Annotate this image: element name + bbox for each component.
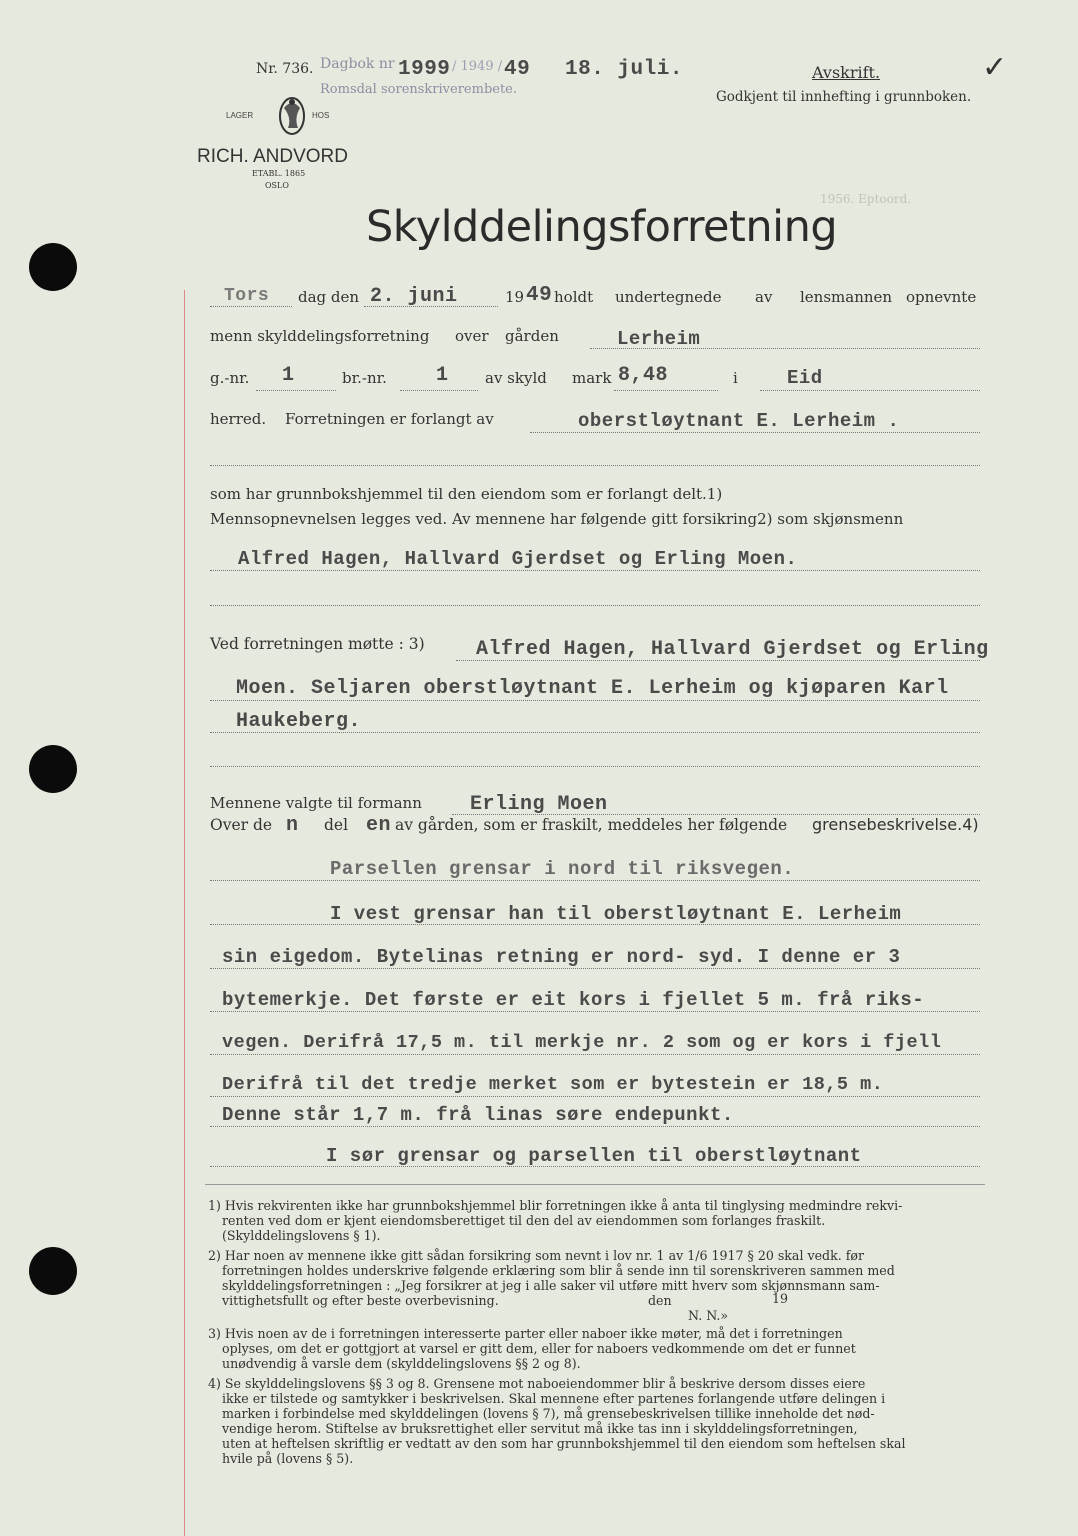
formann-value: Erling Moen (470, 793, 608, 816)
footnote-2-19: 19 (772, 1291, 789, 1306)
mote-line-1: Alfred Hagen, Hallvard Gjerdset og Erling (476, 638, 989, 661)
brnr-label: br.-nr. (342, 369, 387, 387)
opnevnte-label: opnevnte (906, 288, 977, 306)
over-de-n: n (286, 814, 299, 837)
stamp-label: Dagbok nr (320, 56, 395, 72)
garden-label: gården (505, 327, 559, 345)
footnote-1: 1) Hvis rekvirenten ikke har grunnbokshjemmel blir forretningen ikke å anta til tinglysing medmindre rekvi- renten ved dom er kjent eiendomsberettiget til den del av eiendommen som forlanges fraskilt. (Skylddelingslovens § 1). (208, 1198, 903, 1243)
desc-line-7: Denne står 1,7 m. frå linas søre endepunkt. (222, 1104, 734, 1126)
stamp-number: 1999 (398, 58, 451, 81)
gnr-value: 1 (282, 364, 295, 387)
faint-note: 1956. Eptoord. (820, 192, 912, 206)
publisher-logo (226, 90, 346, 140)
stamp-office: Romsdal sorenskriverembete. (320, 82, 518, 97)
binding-hole-bottom (29, 1247, 77, 1295)
avskrift-label: Avskrift. (812, 63, 881, 82)
desc-line-4: bytemerkje. Det første er eit kors i fjellet 5 m. frå riks- (222, 989, 925, 1011)
av-label: av (755, 288, 773, 306)
grense-word: grensebeskrivelse. (812, 815, 963, 834)
check-mark: ✓ (982, 50, 1008, 85)
footnote-3: 3) Hvis noen av de i forretningen interesserte parter eller naboer ikke møter, må det i forretningen oplyses, om det er gottgjort at varsel er gitt dem, eller for naboers vedkommende om det er funnet unødvendig å varsle dem (skylddelingslovens §§ 2 og 8). (208, 1326, 856, 1371)
mote-label: Ved forretningen møtte : 3) (210, 635, 425, 653)
mark-value: 8,48 (618, 364, 669, 387)
over-label: over (455, 327, 489, 345)
desc-line-2: I vest grensar han til oberstløytnant E. Lerheim (330, 903, 902, 925)
desc-line-8: I sør grensar og parsellen til oberstløytnant (326, 1145, 862, 1167)
stamp-date: 18. juli. (565, 58, 683, 81)
brnr-value: 1 (436, 364, 449, 387)
grense-footnote: 4) (962, 815, 979, 834)
i-label: i (733, 369, 738, 387)
desc-line-5: vegen. Derifrå 17,5 m. til merkje nr. 2 som og er kors i fjell (222, 1032, 942, 1053)
holdt-label: holdt (554, 288, 594, 306)
footnote-rule (205, 1184, 985, 1185)
undertegnede-label: undertegnede (615, 288, 722, 306)
herred-label: herred. (210, 410, 267, 428)
menn-label: menn skylddelingsforretning (210, 327, 430, 345)
footnote-2: 2) Har noen av mennene ikke gitt sådan forsikring som nevnt i lov nr. 1 av 1/6 1917 § 20 skal vedk. før forretningen holdes underskrive følgende erklæring som blir å sende inn til sorenskriveren sammen med skylddelingsforretningen : „Jeg forsikrer at jeg i alle saker vil utføre mitt hverv som skjønnsmann sam- vittighetsfullt og efter beste overbevisning. (208, 1248, 895, 1308)
farm-value: Lerheim (617, 328, 701, 350)
document-title: Skylddelingsforretning (366, 202, 838, 252)
stamp-separator: / 1949 / (452, 59, 503, 74)
gnr-label: g.-nr. (210, 369, 250, 387)
weekday-value: Tors (224, 286, 270, 306)
formann-label: Mennene valgte til formann (210, 794, 422, 812)
publisher-city: OSLO (265, 181, 289, 190)
mark-label: mark (572, 369, 612, 387)
date-value: 2. juni (370, 285, 458, 308)
footnote-2-den: den (648, 1293, 672, 1308)
form-number: Nr. 736. (256, 61, 314, 77)
year-prefix: 19 (505, 288, 525, 306)
requester-value: oberstløytnant E. Lerheim . (578, 410, 900, 432)
stamp-year: 49 (504, 58, 531, 81)
desc-line-6: Derifrå til det tredje merket som er bytestein er 18,5 m. (222, 1074, 884, 1095)
mote-line-3: Haukeberg. (236, 710, 362, 733)
footnote-4: 4) Se skylddelingslovens §§ 3 og 8. Grensene mot naboeiendommer blir å beskrive dersom disses eiere ikke er tilstede og samtykker i beskrivelsen. Skal mennene efter partenes forlangende utføre delingen i marken i forbindelse med skylddelingen (lovens § 7), må grensebeskrivelsen tillike inneholde det nød- vendige herom. Stiftelse av bruksrettighet eller servitut må ikke tas inn i skylddelingsforretningen, uten at heftelsen skriftlig er vedtatt av den som har grunnbokshjemmel til den eiendom som heftelsen skal hvile på (lovens § 5). (208, 1376, 906, 1466)
hos-text: HOS (312, 111, 330, 120)
year-value: 49 (526, 284, 553, 307)
mote-line-2: Moen. Seljaren oberstløytnant E. Lerheim og kjøparen Karl (236, 677, 949, 700)
avgarden-label: av gården, som er fraskilt, meddeles her følgende (395, 816, 788, 834)
del-label: del (324, 816, 349, 834)
del-en: en (366, 814, 392, 837)
forlangt-label: Forretningen er forlangt av (285, 410, 494, 428)
margin-line (184, 290, 185, 1536)
skjonsmenn-value: Alfred Hagen, Hallvard Gjerdset og Erling Moen. (238, 548, 798, 570)
desc-line-3: sin eigedom. Bytelinas retning er nord- syd. I denne er 3 (222, 946, 901, 968)
dag-den-label: dag den (298, 288, 360, 306)
municipality-value: Eid (787, 367, 823, 389)
publisher-etabl: ETABL. 1865 (252, 169, 306, 178)
lensmannen-label: lensmannen (800, 288, 893, 306)
footnote-2-nn: N. N.» (688, 1308, 729, 1323)
grensebeskrivelse-label (812, 815, 979, 834)
mennsopnevnelse-line: Mennsopnevnelsen legges ved. Av mennene har følgende gitt forsikring2) som skjønsmenn (210, 510, 904, 528)
binding-hole-top (29, 243, 77, 291)
lager-text: LAGER (226, 111, 254, 120)
grunnbok-line: som har grunnbokshjemmel til den eiendom som er forlangt delt.1) (210, 485, 723, 503)
publisher-name: RICH. ANDVORD (197, 146, 348, 167)
desc-line-1: Parsellen grensar i nord til riksvegen. (330, 858, 795, 880)
skyld-label: av skyld (485, 369, 547, 387)
over-de-label: Over de (210, 816, 273, 834)
godkjent-label: Godkjent til innhefting i grunnboken. (716, 89, 972, 105)
binding-hole-middle (29, 745, 77, 793)
